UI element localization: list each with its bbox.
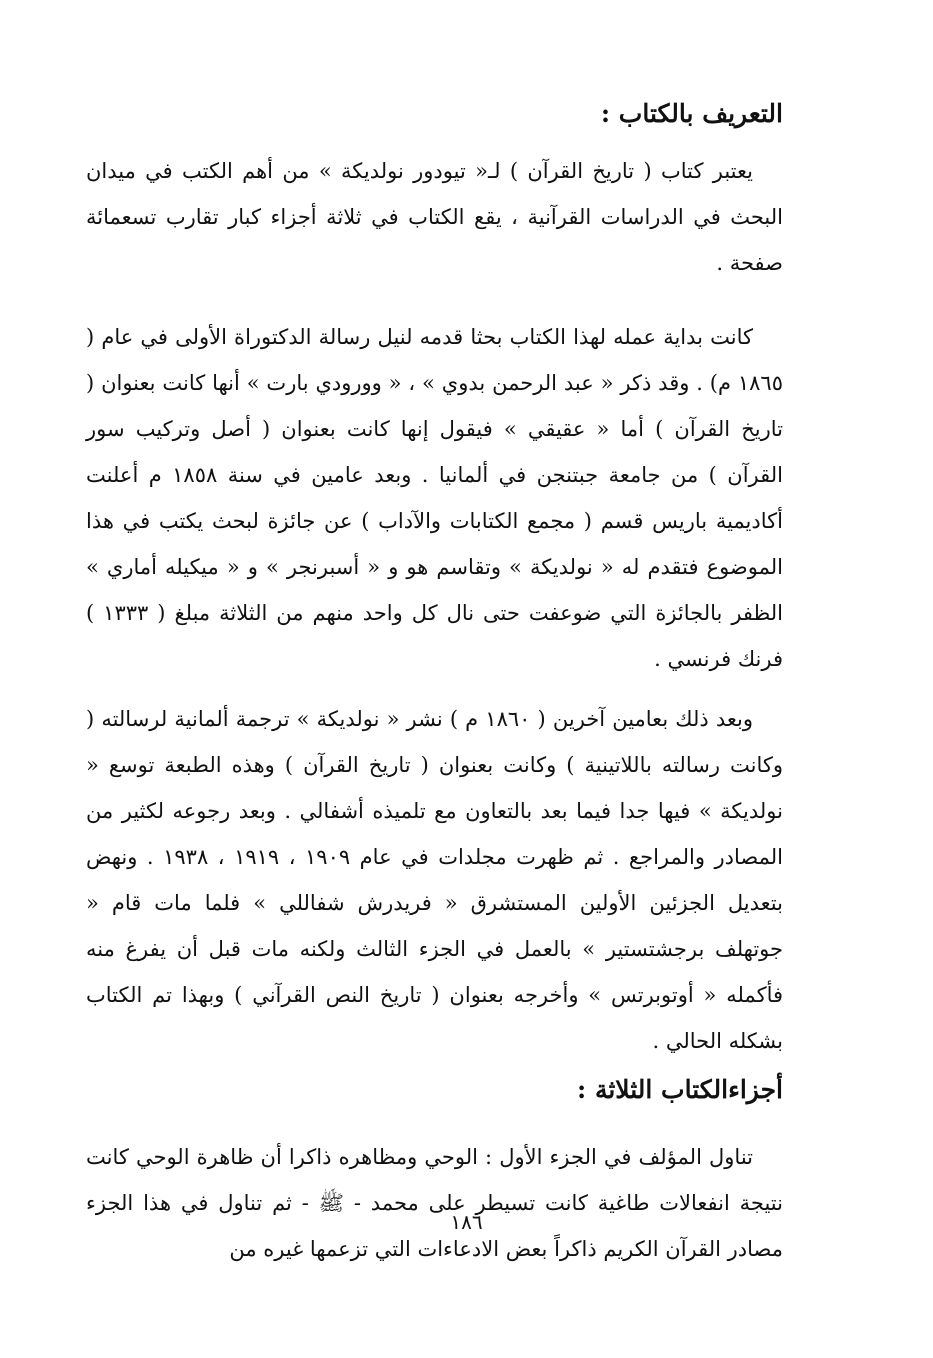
page-content	[86, 90, 783, 1272]
paragraph-book-origin: كانت بداية عمله لهذا الكتاب بحثا قدمه لنيل رسالة الدكتوراة الأولى في عام ( ١٨٦٥ م) . وقد ذكر « عبد الرحمن بدوي » ، « وورودي بارت » أنها كانت بعنوان ( تاريخ القرآن ) أما « عقيقي » فيقول إنها كانت بعنوان ( أصل وتركيب سور القرآن ) من جامعة جبتنجن في ألمانيا . وبعد عامين في سنة ١٨٥٨ م أعلنت أكاديمية باريس قسم ( مجمع الكتابات والآداب ) عن جائزة لبحث يكتب في هذا الموضوع فتقدم له « نولديكة » وتقاسم هو و « أسبرنجر » و « ميكيله أماري » الظفر بالجائزة التي ضوعفت حتى نال كل واحد منهم من الثلاثة مبلغ ( ١٣٣٣ ) فرنك فرنسي .	[86, 325, 783, 671]
paragraph-first-part: تناول المؤلف في الجزء الأول : الوحي ومظاهره ذاكرا أن ظاهرة الوحي كانت نتيجة انفعالات طاغية كانت تسيطر على محمد - ﷺ - ثم تناول في هذا الجزء مصادر القرآن الكريم ذاكراً بعض الادعاءات التي تزعمها غيره من	[86, 1145, 783, 1261]
section-heading-book-definition: التعريف بالكتاب :	[600, 99, 783, 128]
section-heading-book-parts: أجزاءالكتاب الثلاثة :	[577, 1075, 783, 1104]
paragraph-book-intro: يعتبر كتاب ( تاريخ القرآن ) لـ« تيودور نولديكة » من أهم الكتب في ميدان البحث في الدراسات القرآنية ، يقع الكتاب في ثلاثة أجزاء كبار تقارب تسعمائة صفحة .	[86, 159, 783, 275]
paragraph-book-editions: وبعد ذلك بعامين آخرين ( ١٨٦٠ م ) نشر « نولديكة » ترجمة ألمانية لرسالته ( وكانت رسالته باللاتينية ) وكانت بعنوان ( تاريخ القرآن ) وهذه الطبعة توسع « نولديكة » فيها جدا فيما بعد بالتعاون مع تلميذه أشفالي . وبعد رجوعه لكثير من المصادر والمراجع . ثم ظهرت مجلدات في عام ١٩٠٩ ، ١٩١٩ ، ١٩٣٨ . ونهض بتعديل الجزئين الأولين المستشرق « فريدرش شفاللي » فلما مات قام « جوتهلف برجشتستير » بالعمل في الجزء الثالث ولكنه مات قبل أن يفرغ منه فأكمله « أوتوبرتس » وأخرجه بعنوان ( تاريخ النص القرآني ) وبهذا تم الكتاب بشكله الحالي .	[86, 707, 783, 1053]
page-number: ١٨٦	[450, 1210, 483, 1234]
